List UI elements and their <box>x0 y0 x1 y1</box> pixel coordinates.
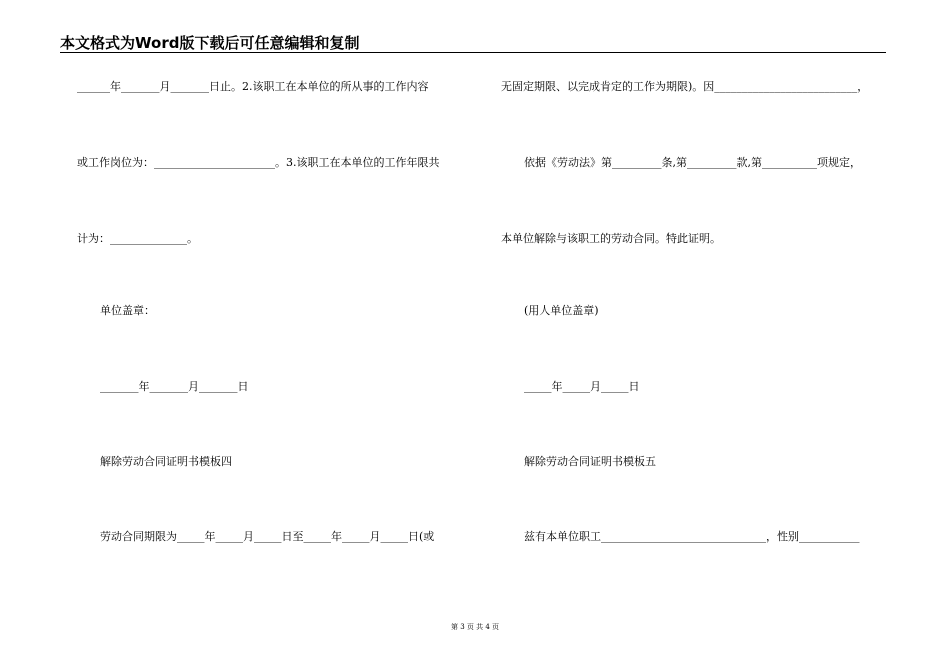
right-line-7: 兹有本单位职工______________________________，性别___________ <box>524 530 860 543</box>
page-footer: 第 3 页 共 4 页 <box>450 623 500 631</box>
left-line-3: 计为：______________。 <box>77 232 198 245</box>
left-line-7: 劳动合同期限为_____年_____月_____日至_____年_____月_____日(或 <box>100 530 435 543</box>
document-header-title: 本文格式为Word版下载后可任意编辑和复制 <box>60 34 360 52</box>
left-line-1: ______年_______月_______日止。2.该职工在本单位的所从事的工作内容 <box>77 80 429 93</box>
left-line-2: 或工作岗位为：______________________。3.该职工在本单位的工作年限共 <box>77 156 440 169</box>
right-line-6: 解除劳动合同证明书模板五 <box>524 455 656 468</box>
left-line-4: 单位盖章： <box>100 304 155 317</box>
right-line-3: 本单位解除与该职工的劳动合同。特此证明。 <box>501 232 721 245</box>
right-line-4: (用人单位盖章) <box>524 304 599 317</box>
header-divider <box>60 52 886 53</box>
right-line-2: 依据《劳动法》第_________条,第_________款,第__________项规定， <box>524 156 861 169</box>
left-line-5: _______年_______月_______日 <box>100 380 249 393</box>
right-line-1: 无固定期限、以完成肯定的工作为期限)。因__________________________， <box>501 80 869 93</box>
left-line-6: 解除劳动合同证明书模板四 <box>100 455 232 468</box>
right-line-5: _____年_____月_____日 <box>524 380 640 393</box>
